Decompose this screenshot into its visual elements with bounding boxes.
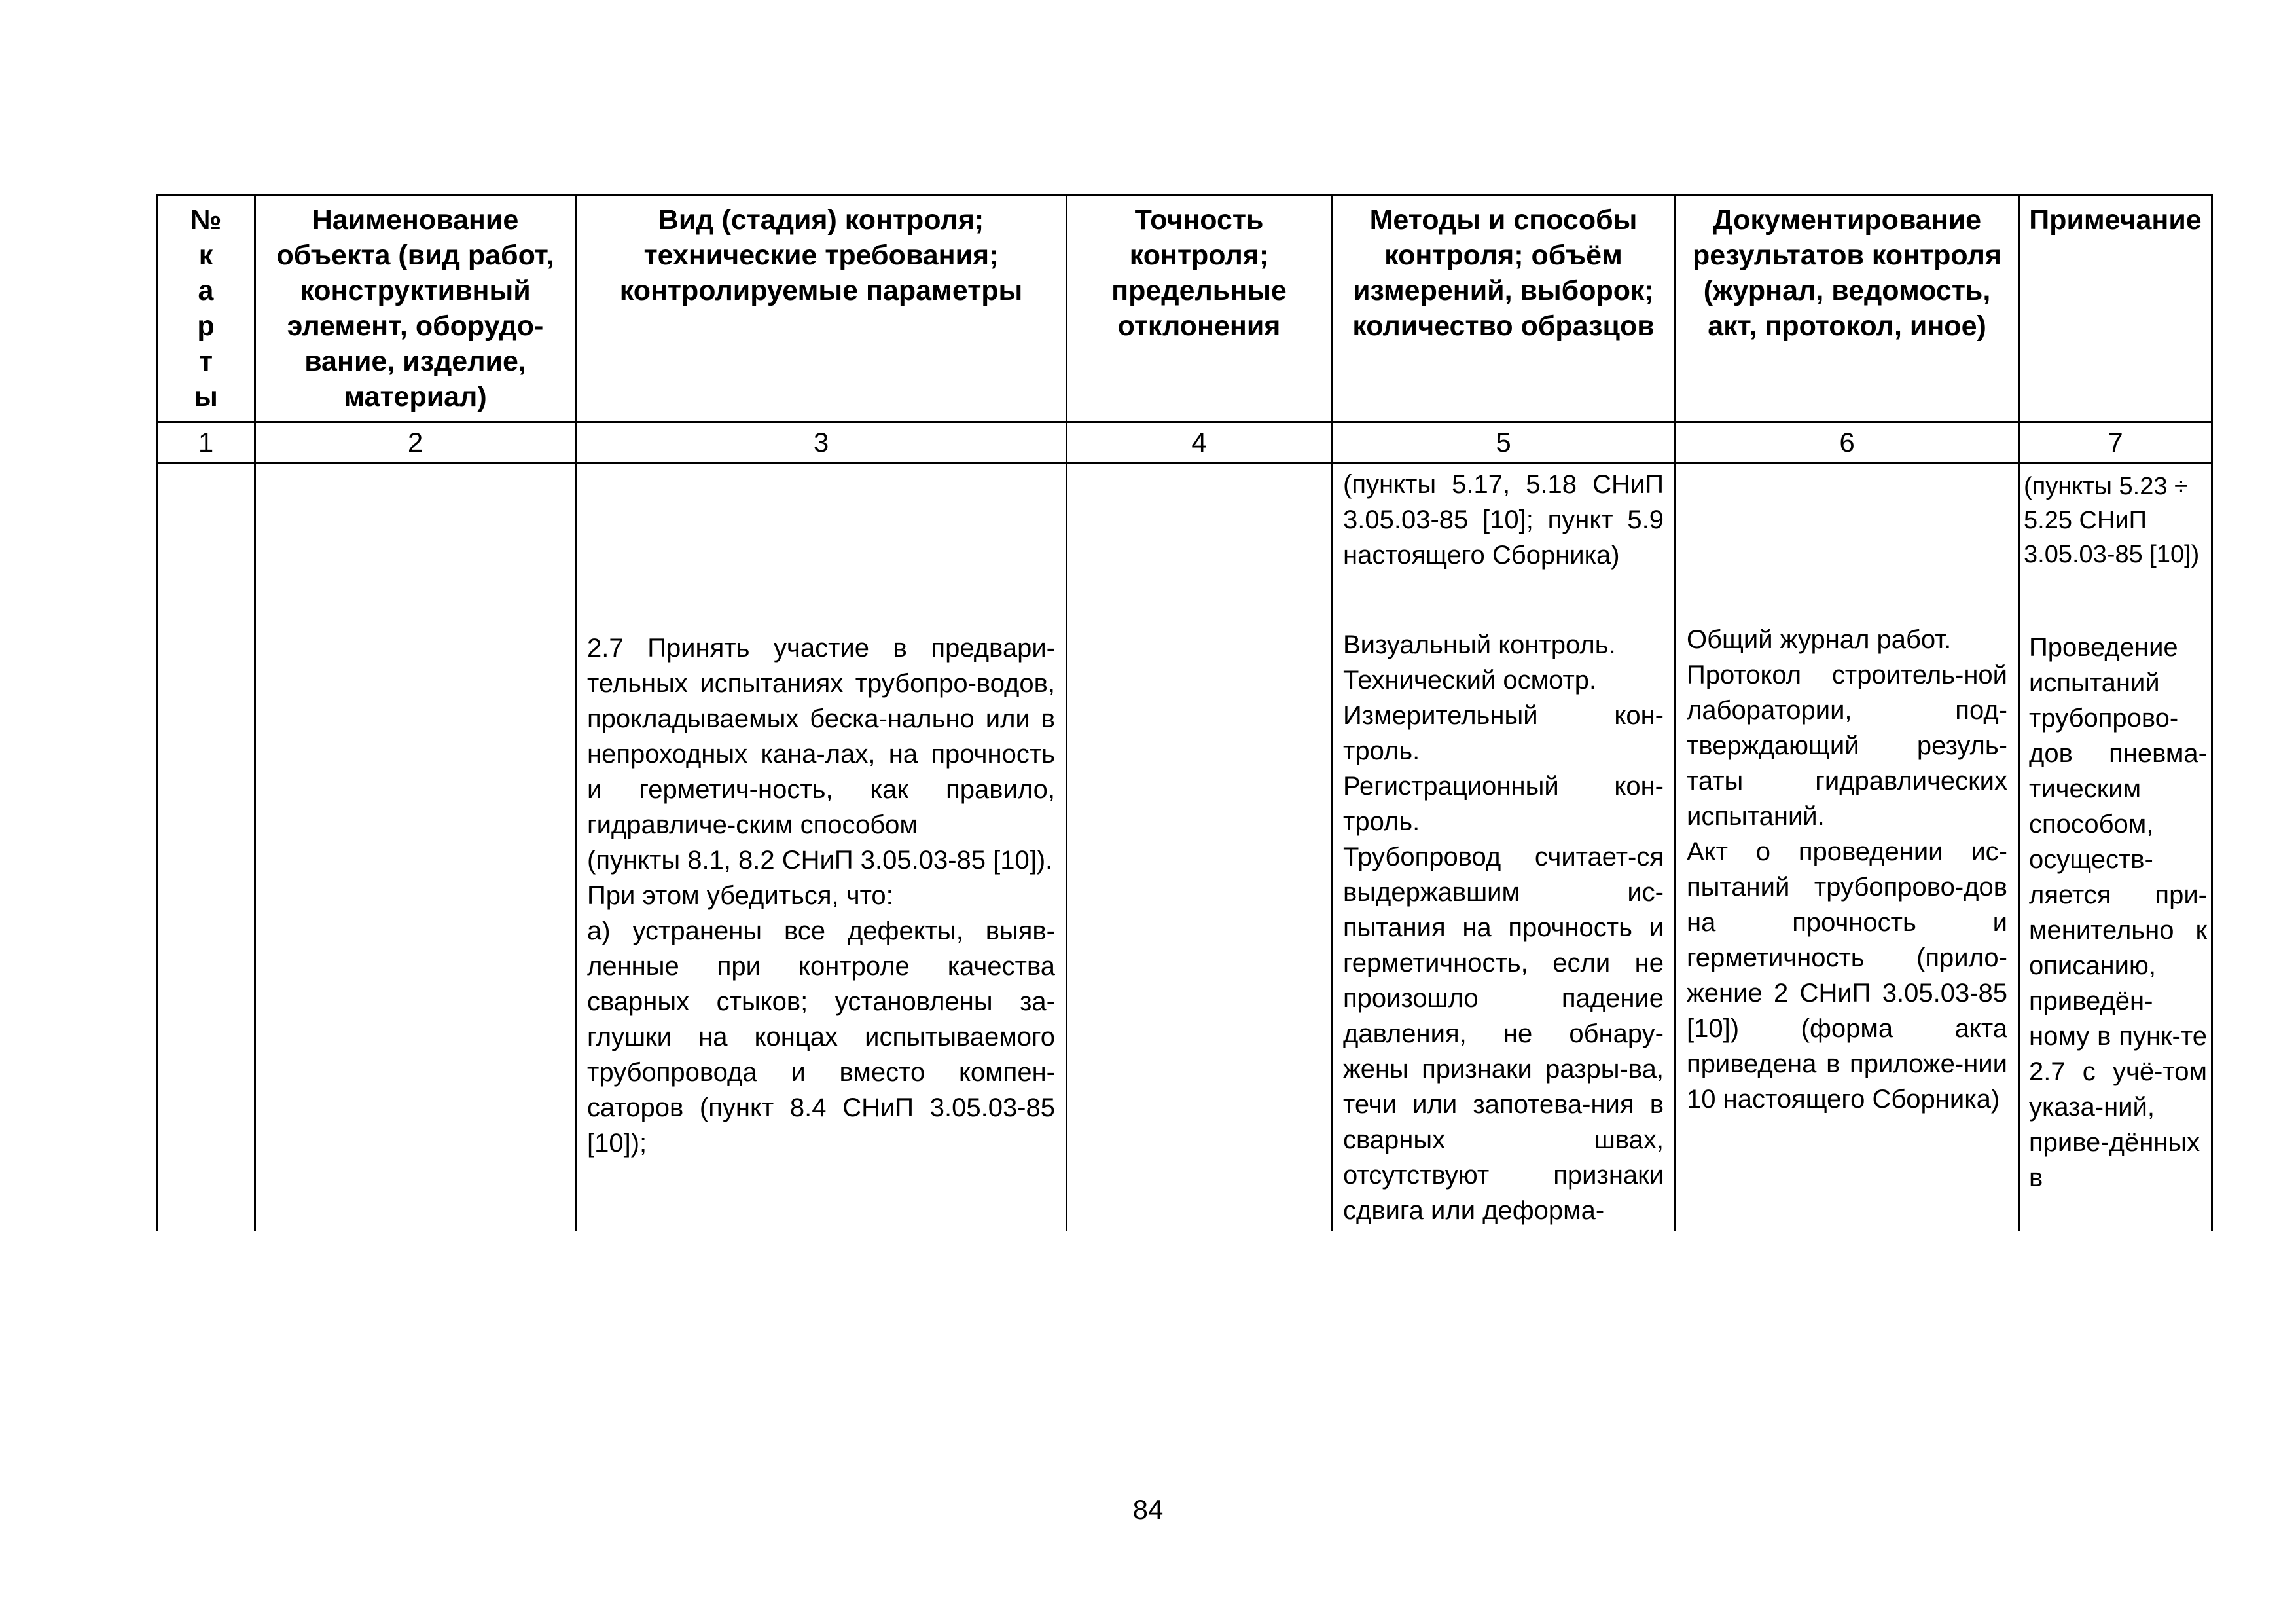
method-registration: Регистрационный кон-троль. bbox=[1343, 772, 1664, 836]
cell-note bbox=[2019, 464, 2212, 1231]
method-visual: Визуальный контроль. bbox=[1343, 630, 1616, 659]
doc-journal: Общий журнал работ. bbox=[1687, 625, 1952, 654]
method-criteria: Трубопровод считает-ся выдержавшим ис-пытания на прочность и герметичность, если не произошло падение давления, не обнару-жены признаки разры-ва, течи или запотева-ния в сварных швах, отсутствуют признаки сдвига или деформа- bbox=[1343, 843, 1664, 1225]
column-number: 5 bbox=[1332, 422, 1676, 464]
method-inspection: Технический осмотр. bbox=[1343, 666, 1597, 695]
header-methods: Методы и способы контроля; объём измерений, выборок; количество образцов bbox=[1332, 195, 1676, 422]
cell-object-name bbox=[255, 464, 576, 1231]
header-card-number: № к а р т ы bbox=[157, 195, 255, 422]
cell-accuracy bbox=[1067, 464, 1332, 1231]
column-number: 4 bbox=[1067, 422, 1332, 464]
header-object-name: Наименование объекта (вид работ, конструктивный элемент, оборудо-вание, изделие, материал) bbox=[255, 195, 576, 422]
page-number: 84 bbox=[1132, 1494, 1164, 1525]
column-number: 6 bbox=[1676, 422, 2019, 464]
requirement-item-a: а) устранены все дефекты, выяв-ленные при контроле качества сварных стыков; установлены за-глушки на концах испытываемого трубопровода и вместо компен-саторов (пункт 8.4 СНиП 3.05.03-85 [10]); bbox=[587, 917, 1055, 1158]
cell-card-number bbox=[157, 464, 255, 1231]
cell-documentation bbox=[1676, 464, 2019, 1231]
methods-reference: (пункты 5.17, 5.18 СНиП 3.05.03-85 [10]; пункт 5.9 настоящего Сборника) bbox=[1343, 470, 1664, 570]
column-number: 7 bbox=[2019, 422, 2212, 464]
doc-act: Акт о проведении ис-пытаний трубопрово-дов на прочность и герметичность (прило-жение 2 СНиП 3.05.03-85 [10]) (форма акта приведена в приложе-нии 10 настоящего Сборника) bbox=[1687, 837, 2007, 1114]
note-reference: (пункты 5.23 ÷ 5.25 СНиП 3.05.03-85 [10]) bbox=[2024, 473, 2200, 568]
inspection-table bbox=[156, 194, 2211, 1231]
column-number: 1 bbox=[157, 422, 255, 464]
control-table bbox=[156, 194, 2213, 1231]
column-number: 2 bbox=[255, 422, 576, 464]
cell-methods bbox=[1332, 464, 1676, 1231]
table-row bbox=[157, 464, 2212, 1231]
requirement-text: 2.7 Принять участие в предвари-тельных испытаниях трубопро-водов, прокладываемых беска-нально или в непроходных кана-лах, на прочность и герметич-ность, как правило, гидравличе-ским способом bbox=[587, 634, 1055, 839]
column-number-row bbox=[157, 422, 2212, 464]
method-measurement: Измерительный кон-троль. bbox=[1343, 701, 1664, 765]
doc-protocol: Протокол строитель-ной лаборатории, под-тверждающий резуль-таты гидравлических испытаний. bbox=[1687, 661, 2007, 831]
requirement-reference: (пункты 8.1, 8.2 СНиП 3.05.03-85 [10]). bbox=[587, 846, 1053, 875]
header-control-type: Вид (стадия) контроля; технические требования; контролируемые параметры bbox=[576, 195, 1067, 422]
header-row bbox=[157, 195, 2212, 422]
column-number: 3 bbox=[576, 422, 1067, 464]
header-documentation: Документирование результатов контроля (журнал, ведомость, акт, протокол, иное) bbox=[1676, 195, 2019, 422]
note-text: Проведение испытаний трубопрово-дов пневма-тическим способом, осуществ-ляется при-менительно к описанию, приведён-ному в пунк-те 2.7 с учё-том указа-ний, приве-дённых в bbox=[2029, 633, 2207, 1192]
cell-control-requirements bbox=[576, 464, 1067, 1231]
header-note: Примечание bbox=[2019, 195, 2212, 422]
requirement-check: При этом убедиться, что: bbox=[587, 881, 893, 910]
header-accuracy: Точность контроля; предельные отклонения bbox=[1067, 195, 1332, 422]
